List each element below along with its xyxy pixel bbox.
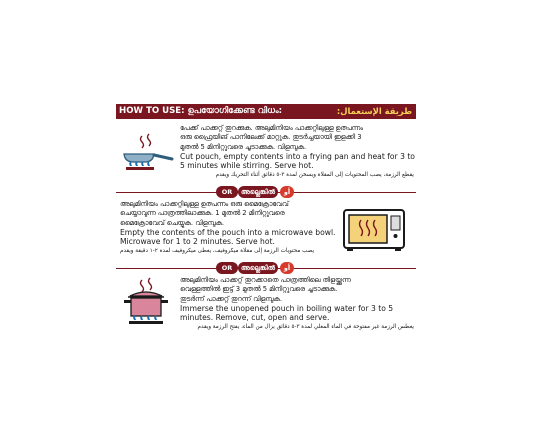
pan-ml-line-3: മുതൽ 5 മിനിറ്റുവരെ ചൂടാക്കുക. വിളമ്പുക. bbox=[180, 142, 307, 151]
microwave-en-line-2: Microwave for 1 to 2 minutes. Serve hot. bbox=[120, 237, 275, 247]
microwave-ml-line-3: മൈക്രോവേവ് ചെയ്യുക. വിളമ്പുക. bbox=[120, 218, 225, 227]
or-pill-en: OR bbox=[216, 262, 238, 274]
boiling-ar-line: يغطس الرزمة غير مفتوحة في الماء المغلي لمدة ٣-٥ دقائق يزال من الماء، يفتح الرزمة ويقدم bbox=[197, 324, 414, 331]
boiling-en-line-1: Immerse the unopened pouch in boiling water for 3 to 5 bbox=[180, 303, 394, 313]
or-pill-ar: أو bbox=[280, 262, 294, 274]
or-pill-ml: അല്ലെങ്കിൽ bbox=[238, 186, 278, 198]
boiling-pot-icon bbox=[120, 276, 176, 328]
header-title-en: HOW TO USE: ഉപയോഗിക്കേണ്ട വിധം: bbox=[119, 106, 283, 116]
microwave-ar-line: يصب محتويات الرزمة إلى مقلاة ميكروفيف، يغطى ميكروفيف لمدة ٢-١ دقيقة ويقدم bbox=[120, 248, 315, 255]
header-title-ar: طريقة الإستعمال: bbox=[336, 106, 412, 116]
how-to-use-header bbox=[116, 104, 416, 119]
boiling-ml-line-1: അലുമിനിയം പാക്കറ്റ് തുറക്കാതെ പാത്രത്തിലെ തിളയ്ക്കുന്ന bbox=[180, 276, 351, 284]
pan-ml-line-1: പേക്ക് പാക്കറ്റ് തുറക്കുക. അലുമിനിയം പാക്കറ്റിലുള്ള ഉത്പന്നം bbox=[180, 124, 363, 132]
pan-ar-line: يقطع الرزمة، يصب المحتويات إلى المقلاة ويسخن لمدة ٣-٥ دقائق أثناء التحريك ويقدم bbox=[215, 172, 414, 179]
or-divider-2 bbox=[116, 262, 416, 274]
boiling-ml-line-2: വെള്ളത്തിൽ ഇട്ട് 3 മുതൽ 5 മിനിറ്റുവരെ ചൂടാക്കുക. bbox=[180, 285, 338, 294]
or-pill-ar: أو bbox=[280, 186, 294, 198]
pan-en-line-2: 5 minutes while stirring. Serve hot. bbox=[180, 161, 314, 171]
or-divider-1 bbox=[116, 186, 416, 198]
microwave-ml-line-2: ചെയ്യാവുന്ന പാത്രത്തിലാക്കുക. 1 മുതൽ 2 മിനിറ്റുവരെ bbox=[120, 209, 285, 218]
microwave-icon bbox=[342, 208, 412, 252]
pan-en-line-1: Cut pouch, empty contents into a frying pan and heat for 3 to bbox=[180, 151, 415, 161]
steam-icon bbox=[141, 278, 152, 292]
usage-instructions-panel bbox=[116, 104, 416, 339]
or-pill-en: OR bbox=[216, 186, 238, 198]
steam-icon bbox=[141, 134, 151, 148]
or-pill-ml: അല്ലെങ്കിൽ bbox=[238, 262, 278, 274]
microwave-ml-line-1: അലുമിനിയം പാക്കറ്റിലുള്ള ഉത്പന്നം ഒരു മൈക്രോവേവ് bbox=[120, 200, 289, 208]
frying-pan-icon bbox=[120, 132, 176, 176]
pan-instructions bbox=[180, 124, 414, 179]
boiling-ml-line-3: തുടർന്ന് പാക്കറ്റ് തുറന്ന് വിളമ്പുക. bbox=[180, 294, 282, 303]
pan-ml-line-2: ഒരു ഫ്രൈയിങ് പാനിലേക്ക് മാറ്റുക. തുടർച്ചയായി ഇളക്കി 3 bbox=[180, 133, 362, 142]
boiling-instructions bbox=[180, 276, 414, 331]
microwave-instructions bbox=[120, 200, 335, 255]
microwave-en-line-1: Empty the contents of the pouch into a microwave bowl. bbox=[120, 227, 336, 237]
boiling-en-line-2: minutes. Remove, cut, open and serve. bbox=[180, 313, 330, 323]
